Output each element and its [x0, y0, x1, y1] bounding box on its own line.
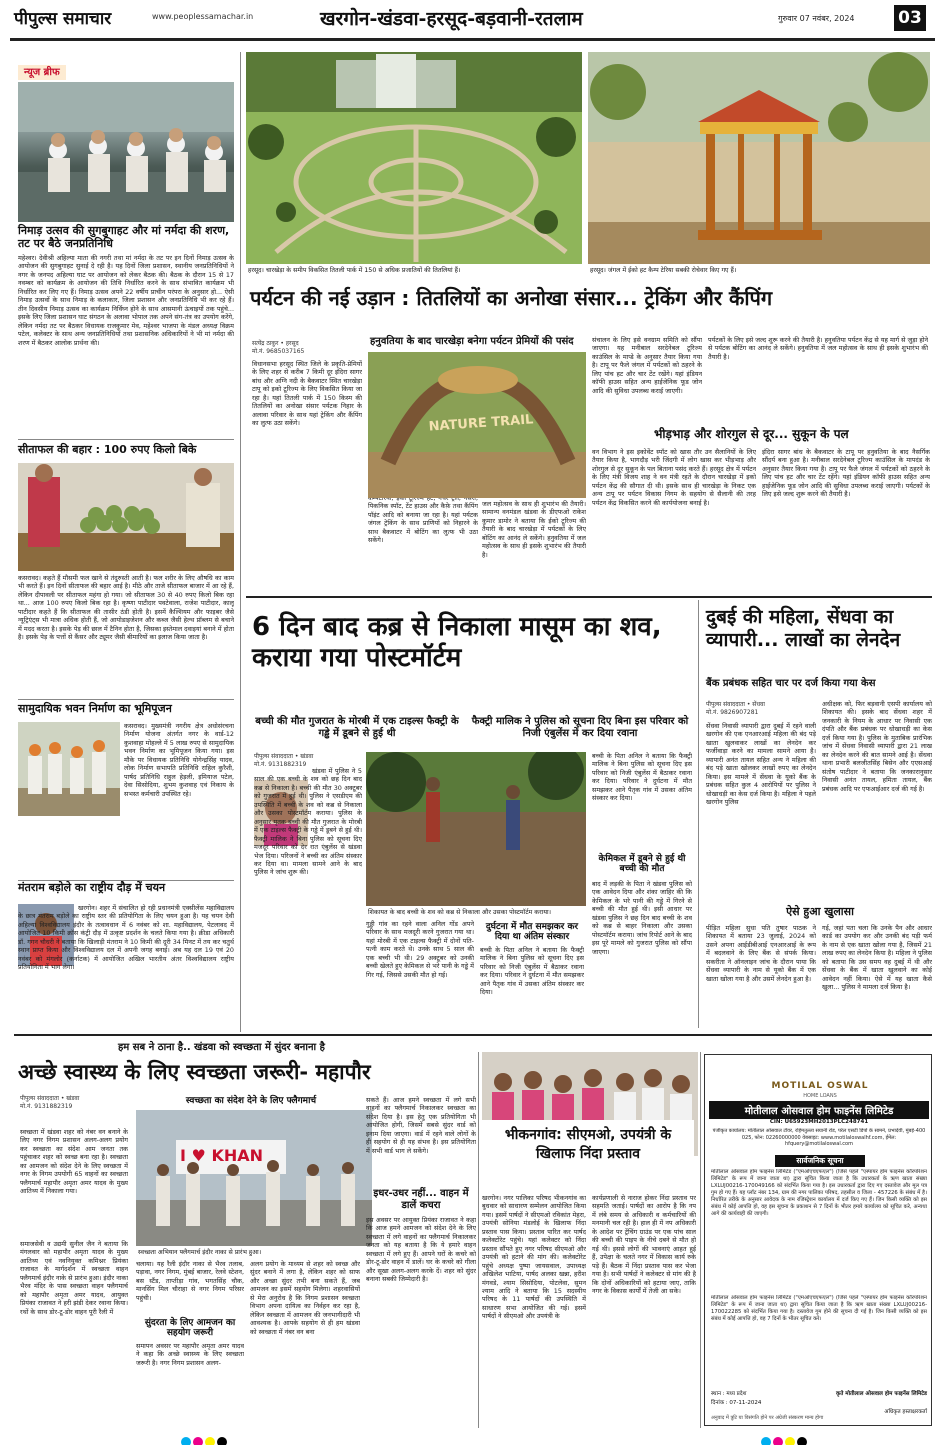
tourism-caption-1: हरसूद। चारखेड़ा के समीप विकसित तितली पार्क में 150 से अधिक प्रजातियों की तितलियां हैं। — [246, 264, 582, 275]
clean-col-3: अलग प्रयोग के माध्यम से शहर को स्वच्छ और सुंदर बनाने में लगा है, लेकिन शहर को साफ और अच्छा सुंदर तभी बना सकते हैं, जब आमजन का इसमें सहयोग मिलेगा। शहरवासियों से मेरा अनुरोध है कि निगम प्रशासन स्वच्छता विभाग अपना दायित्व का निर्वहन कर रहा है, लेकिन स्वच्छता में आमजन की जनभागीदारी भी आवश्यक है। आपके सहयोग से ही हम खंडवा को स्वच्छता में नंबर वन बना — [250, 1260, 360, 1336]
nimad-photo — [18, 82, 234, 222]
tourism-col-4: संचालन के लिए इसे वनग्राम समिति को सौंपा जाएगा। यह मनीबाल सरदेनेबल टूरिज्म काउंसिल के माप्डे के अनुसार तैयार किया गया है। टापू पर फैले जंगल में पर्यटकों को ठहरने के लिए पांच हट और चार टेंट रखेंगे। यहां इंडियन कॉफी हाउस सहित अन्य हाईजेनिक फूड जोन आदि की सुविधा उपलब्ध कराई जाएगी। — [592, 336, 702, 395]
clean-byline: पीपुल्स संवाददाता • खंडवा मो.नं. 9131882319 — [20, 1095, 80, 1110]
exhume-body-3: बच्ची के पिता अनिल ने बताया कि फैक्ट्री मालिक ने बिना पुलिस को सूचना दिए इस परिवार को निजी एंबुलेंस में बैठाकर रवाना कर दिया। परिवार ने दुर्घटना में मौत समझकर आने पैतृक गांव में उसका अंतिम संस्कार कर दिया। — [480, 946, 584, 997]
tourism-caption-2: हरसूद। जंगल में ईको हट कैम्प टेरिया सबकी रोचेवार किए गए हैं। — [588, 264, 930, 275]
notice-note: अनुवाद में त्रुटि या विसंगति होने पर अंग्रेजी संस्करण मान्य होगा — [711, 1415, 824, 1421]
dubai-byline: पीपुल्स संवाददाता • सेंधवा मो.नं. 9826907281 — [706, 701, 765, 716]
eco-hut-photo — [588, 52, 930, 272]
notice-body: मोतीलाल ओसवाल होम फाइनेंस लिमिटेड ("एमओएचएफएल") (जिसे पहले "एस्पायर होम फाइनेंस कॉरपोरेशन लिमिटेड" के रूप में जाना जाता था) द्वारा सूचित किया जाता है कि उधारकर्ता के ऋण खाता संख्या LXLUJ00216-170049166 को संदर्भित किया गया है। इस उधारकर्ता द्वारा दिए गए दस्तावेज और मूल पत्र गुम हो गए हैं। यह प्लॉट नंबर 134, ग्राम की नगर पालिका परिषद, तहसील व जिला - 457226 के संबंध में है। निर्धारित तरीके के अनुसार आवेदक के नाम रजिस्ट्रेशन कार्यालय में दर्ज किए गए हैं। जिन किसी व्यक्ति को इस संबंध में कोई आपत्ति हो, वह इस सूचना के प्रकाशन से 7 दिनों के भीतर हमारे कार्यालय को सूचित करे, अन्यथा आगे की कार्यवाही की जाएगी। — [711, 1169, 927, 1217]
clean-col-4-sub: इधर-उधर नहीं... वाहन में डालें कचरा — [373, 1188, 469, 1211]
flag-march-photo — [136, 1110, 372, 1246]
site-url: www.peoplessamachar.in — [152, 12, 254, 21]
tourism-headline: पर्यटन की नई उड़ान : तितलियों का अनोखा संसार... ट्रेकिंग और कैंपिंग — [250, 286, 773, 310]
issue-date: गुरुवार 07 नवंबर, 2024 — [778, 14, 855, 23]
dubai-headline: दुबई की महिला, सेंधवा का व्यापारी... लाखों का लेनदेन — [706, 606, 901, 651]
tourism-col-5: पर्यटकों के लिए इसे जल्द शुरू करने की तैयारी है। हनुवतिया पर्यटन केंद्र से यह मार्ग से जुड़ा होने से पर्यटक बोटिंग का आनंद ले सकेंगे। हनुवतिया में जल महोत्सव के साथ ही इसके शुभारंभ की तैयारी है। — [708, 336, 928, 361]
dubai-body-2: अधीक्षक को, फिर बड़वानी एसपी कार्यालय को शिकायत की। इसके बाद सेंधवा शहर में जनकारी के नियम के आधार पर निवासी एक दंपति और बैंक प्रबंधक पर धोखाधड़ी का केस दर्ज किया गया है। पुलिस के मुताबिक प्रारंभिक जांच में सेंधवा निवासी व्यापारी द्वारा 21 लाख का लेनदेन करने की बात सामने आई है। सेंधवा थाना प्रभारी बलजीतसिंह बिसेन और एएसआई संतोष पाटीदार ने बताया कि जनकारानुसार निवासी अनंत तायल, हमिता तायल, बैंक प्रबंधक आदि पर एफआईआर दर्ज की गई है। — [822, 700, 932, 793]
nimda-body-1: खरगोन। नगर पालिका परिषद भीकनगांव का बुधवार को साधारण सम्मेलन आयोजित किया गया। इसमें पार्षदों ने सीएमओ रविकांत मेहरा, उपयंत्री सोनिया मंडलोई के खिलाफ निंदा प्रस्ताव पास किया। प्रस्ताव पारित कर पार्षद कलेक्टोरेट पहुंचे। यहां कलेक्टर को निंदा प्रस्ताव सौंपते हुए नगर परिषद सीएमओ और उपयंत्री को हटाने की मांग की। कलेक्टोरेट पहुंचे अध्यक्ष पुष्पा जायसवाल, उपाध्यक्ष अखिलेश भाटिया, पार्षद अलका खन्ना, हरीश मंगवडे, श्याम सिसोदिया, पोटलेवा, सुमन श्याम आदि ने बताया कि 15 सदस्यीय परिषद के 11 पार्षदों की उपस्थिति में साधारण सभा आयोजित की गई। इसमें पार्षदों ने सीएमओ और उपयंत्री के — [482, 1194, 586, 1321]
yellow-mark — [205, 1437, 215, 1445]
notice-date: दिनांक : 07-11-2024 — [711, 1400, 762, 1406]
notice-sign-2: अधिकृत हस्ताक्षरकर्ता — [884, 1409, 927, 1415]
nimda-body-2: कार्यप्रणाली से नाराज होकर निंदा प्रस्ताव पर सहमति जताई। पार्षदों का आरोप है कि नप में लंबे समय से अधिकारी व कर्मचारियों की मनमानी चल रही है। हाल ही में नप अधिकारी के आदेश पर ट्रेंचिंग ग्राउंड पर एक पांच साल की बच्ची की पाइप के नीचे दबने से मौत हो गई थी। इससे लोगों की भावनाएं आहत हुई हैं, उपेक्षा के चलते नगर में विकास कार्य रुके पड़े हैं। बैठक में निंदा प्रस्ताव पास कर भेजा गया है। सभी पार्षदों ने कलेक्टर से मांग की है कि दोनों अधिकारियों को हटाया जाए, ताकि नगर के विकास कार्यों में तेजी आ सके। — [592, 1194, 696, 1295]
notice-heading: सार्वजनिक सूचना — [775, 1155, 865, 1167]
grave-photo — [366, 752, 586, 910]
notice-sign: कृते मोतीलाल ओसवाल होम फाइनेंस लिमिटेड — [836, 1391, 927, 1397]
tourism-col-2: पिकनिक स्पॉट, टेंट हाउस और कैफ़े तथा कैंपिंग पॉइंट आदि को बनाया जा रहा है। यहां पर्यटक जंगल ट्रेकिंग के साथ प्राणियों को निहारने के साथ बैकवाटर में बोटिंग का लुत्फ भी उठा सकेंगे। — [368, 502, 478, 545]
exhume-body-2: गुड्डी गांव का रहने वाला अनिल गोंड अपने परिवार के साथ मजदूरी करने गुजरात गया था। यहां मोरबी में एक टाइल्स फैक्ट्री में दोनों पति-पत्नी काम करते थे। उनके साथ 5 साल की एक बच्ची भी थी। 29 अक्टूबर को उनकी बच्ची खेलते हुए केमिकल से भरे पानी के गड्ढे में गिर गई, जिससे उसकी मौत हो गई। — [366, 920, 474, 979]
brief-3-title: सामुदायिक भवन निर्माण का भूमिपूजन — [18, 702, 172, 715]
exhume-sub-1: बच्ची की मौत गुजरात के मोरबी में एक टाइल्स फैक्ट्री के गड्ढे में डूबने से हुई थी — [255, 716, 459, 739]
regions-title: खरगोन-खंडवा-हरसूद-बड़वानी-रतलाम — [320, 8, 583, 30]
public-notice — [704, 1054, 932, 1426]
magenta-mark — [773, 1437, 783, 1445]
color-registration-marks-left — [180, 1432, 228, 1445]
brief-label: न्यूज ब्रीफ — [18, 65, 66, 80]
dubai-body-4: गई, जहां पता चला कि उनके पैन और आधार कार्ड का उपयोग कर और उनकी बंद पड़ी फर्म के नाम से एक खाता खोला गया है, जिसमें 21 लाख रुपए का लेनदेन किया है। महिला ने पुलिस को बताया कि उस समय वह दुबई में थी और सेंधवा के बैंक में खाता खुलवाने का कोई आवेदन नहीं किया। ऐसे में यह खाता कैसे खुला... पुलिस ने मामला दर्ज किया है। — [822, 924, 932, 992]
bhoomipujan-photo — [18, 722, 120, 816]
butterfly-park-photo — [246, 52, 582, 272]
tourism-subhead: हनुवतिया के बाद चारखेड़ा बनेगा पर्यटन प्रेमियों की पसंद — [370, 336, 574, 347]
custard-apple-photo — [18, 463, 234, 571]
clean-caption: स्वच्छता अभियान फ्लैगमार्च इंदौर नाका से प्रारंभ हुआ। — [136, 1246, 372, 1257]
black-mark — [217, 1437, 227, 1445]
masthead — [0, 0, 945, 44]
black-mark — [797, 1437, 807, 1445]
dubai-body-1: सेंधवा निवासी व्यापारी द्वारा दुबई में रहने वाली खरगोन की एक एनआरआई महिला की बंद पड़े खाता खुलवाकर लाखों का लेनदेन कर फर्जीवाड़ा करने का मामला सामने आया है। व्यापारी अनंत तायल सहित अन्य ने महिला की बंद पड़े खाता खोलकर लाखों रुपए का लेनदेन किया। इस मामले में सेंधवा के यूको बैंक के प्रबंधक सहित कुल 4 आरोपियों पर पुलिस ने धोखाधड़ी का केस दर्ज किया है। महिला ने पहले खरगोन पुलिस — [706, 722, 816, 807]
tourism-byline: सत्येंद्र ठाकुर • हरसूद मो.नं. 9685037165 — [252, 340, 305, 355]
page-number: 03 — [894, 5, 926, 31]
notice-address: पंजीकृत कार्यालय: मोतीलाल ओसवाल टॉवर, रहिमतुल्ला सयानी रोड, परेल एसटी डिपो के सामने, प्रभादेवी, मुंबई-400 025, फोन: 02260000000 वेबसाइट: www.motilaloswalhf.com, ईमेल: hfquery@motilaloswal.com — [712, 1128, 926, 1148]
tourism-col-3: जल महोत्सव के साथ ही शुभारंभ की तैयारी। सामान्य वनमंडल खंडवा के डीएफओ राकेश कुमार डामोर ने बताया कि ईको टूरिज्म की तैयारी के बाद चारखेड़ा में पर्यटकों के लिए बोटिंग का आनंद ले सकेंगे। हनुवतिया में जल महोत्सव के साथ ही इसके शुभारंभ की तैयारी है। — [482, 500, 586, 559]
brief-2-title: सीताफल की बहार : 100 रुपए किलो बिके — [18, 443, 197, 456]
notice-title: मोतीलाल ओसवाल होम फाइनेंस लिमिटेड — [709, 1101, 929, 1119]
khandwa-banner: I ♥ KHAN — [180, 1146, 263, 1165]
nature-trail-photo — [368, 352, 586, 498]
exhume-body-4: बाद में लड़की के पिता ने खंडवा पुलिस को एक आवेदन दिया और शंका जाहिर की कि केमिकल के भरे पानी की गड्ढे में गिरने से बच्ची की मौत हुई थी। इसी आधार पर खंडवा पुलिस ने छह दिन बाद बच्ची के शव को कब्र से बाहर निकाला और उसका पोस्टमॉर्टम कराया। जांच रिपोर्ट आने के बाद इस पूरे मामले को गुजरात पुलिस को सौंपा जाएगा। — [592, 880, 692, 956]
dubai-sub: बैंक प्रबंधक सहित चार पर दर्ज किया गया केस — [706, 678, 876, 689]
brief-1-body: महेश्वर। देवीश्री अहिल्या माता की नगरी तथा मां नर्मदा के तट पर इन दिनों निमाड़ उत्सव के आयोजन की सुगबुगाहट सुनाई दे रही है। यह दिनों जिला प्रशासन, स्थानीय जनप्रतिनिधियों ने नगर के जनपद अहिल्या घाट पर आयोजन को लेकर बैठक की। बैठक के दौरान 15 से 17 नवम्बर को कार्यक्रम के आयोजन की तिथि निर्धारित करने के साथ संभावित कार्यक्रम भी निर्धारित कर लिए गए हैं। निमाड़ उत्सव अपने 22 वर्षीय प्राचीन परंपरा के अनुसार हो... ऐसी निमाड़ उत्सवों के साथ निमाड़ के कलाकार, जिला प्रशासन और जनप्रतिनिधि भी कर रहे हैं। तीन दिवसीय निमाड़ उत्सव का कार्यक्रम निर्विघ्न होने के साथ आसमानी ऊंचाइयों तक पहुंचे... इसके लिए जिला प्रशासन घाट संगठन के अलावा भोपाल तक अपने संग-तंत्र का उपयोग करेंगे, लेकिन नर्मदा तट पर बैठकर विधायक राजकुमार मेव, महेश्वर भाजपा के मंडल अध्यक्ष विक्रम पटेल, कलेक्टर के साथ अन्य जनप्रतिनिधियों तथा प्रशासनिक अधिकारियों ने भी मां नर्मदा की शरण में बैठकर आलोक प्रार्थना की। — [18, 254, 234, 347]
exhume-body-3b: बच्ची के पिता अनिल ने बताया कि फैक्ट्री मालिक ने बिना पुलिस को सूचना दिए इस परिवार को निजी एंबुलेंस में बैठाकर रवाना कर दिया। परिवार ने दुर्घटना में मौत समझकर आने पैतृक गांव में उसका अंतिम संस्कार कर दिया। — [592, 752, 692, 803]
tourism-box-head: भीड़भाड़ और शोरगुल से दूर... सुकून के पल — [654, 427, 849, 441]
nature-trail-sign: NATURE TRAIL — [428, 412, 534, 435]
nimda-headline-box — [482, 1120, 694, 1190]
notice-brand: MOTILAL OSWAL — [771, 1081, 869, 1091]
exhume-sub-2: फैक्ट्री मालिक ने पुलिस को सूचना दिए बिना इस परिवार को निजी एंबुलेंस में कर दिया रवाना — [471, 716, 689, 739]
news-brief-column — [18, 60, 234, 79]
clean-col-2-sub: सुंदरता के लिए आमजन का सहयोग जरूरी — [144, 1318, 236, 1339]
nimda-headline: भीकनगांव: सीएमओ, उपयंत्री के खिलाफ निंदा प्रस्ताव — [504, 1127, 672, 1162]
exhume-body-1: खंडवा में पुलिस ने 5 साल की एक बच्ची के शव को छह दिन बाद कब्र से निकाला है। बच्ची की मौत 30 अक्टूबर को गुजरात में हुई थी। पुलिस ने एसडीएम की उपस्थिति में बच्ची के शव को कब्र से निकाला और उसका पोस्टमॉर्टम कराया। पुलिस के अनुसार मृतक बच्ची की मौत गुजरात के मोरबी में एक टाइल्स फैक्ट्री के गड्ढे में डूबने से हुई थी। फैक्ट्री मालिक ने बिना पुलिस को सूचना दिए मजदूर परिवार को देर रात एंबुलेंस से खंडवा भेज दिया। परिजनों ने बच्ची का अंतिम संस्कार कर दिया था। मामला सामने आने के बाद पुलिस ने जांच शुरू की। — [254, 767, 362, 877]
brand-logo: पीपुल्स समाचार — [14, 9, 112, 29]
notice-brand-sub: HOME LOANS — [803, 1093, 837, 1099]
brief-4-body: खरगोन। शहर में संचालित हो रही प्रधानमंत्री एक्सीलेंस महाविद्यालय के छात्र मंतराम बड़ोले का राष्ट्रीय स्तर की प्रतियोगिता के लिए चयन हुआ है। यह चयन देवी अहिल्या विश्वविद्यालय इंदौर के तत्वावधान में 6 नवंबर को शा. महाविद्यालय, पेटलावद में आयोजित 10 किमी क्रॉस कंट्री दौड़ में उत्कृष्ट प्रदर्शन के चलते किया गया है। क्रीडा अधिकारी डॉ. गगन चौधरी ने बताया कि खिलाड़ी मंतराम ने 10 किमी की दूरी 34 मिनट में तय कर चतुर्थ स्थान प्राप्त किया और विश्वविद्यालय दल में अपनी जगह बनाई। अब यह दल 19 एवं 20 नवंबर को मंगलोर (कर्नाटक) में आयोजित अखिल भारतीय अंतर विश्वविद्यालय राष्ट्रीय प्रतियोगिता में भाग लेगा। — [18, 904, 234, 972]
brief-4-title: मंतराम बड़ोले का राष्ट्रीय दौड़ में चयन — [18, 881, 166, 894]
dubai-body-3: पीड़ित महिला सुधा पति तुषार पाठक ने शिकायत में बताया 23 जुलाई, 2024 को उसने अपना आईडीबीआई एनआरआई के रूप में बदलवाने के लिए बैंक से संपर्क किया। सकरीता ने ऑनलाइन जांच के दौरान पाया कि सेंधवा व्यापारी के नाम से यूको बैंक में एक खाता खोला गया है और उसमें लेनदेन हुआ है। — [706, 924, 816, 983]
clean-col-1b: समाजसेवी व उद्यमी सुनील जैन ने बताया कि मंगलवार को महापौर अमृता यादव के मुख्य आतिथ्य एवं नवनियुक्त कमिश्नर प्रियंका राजावत के मार्गदर्शन में स्वच्छता वाहन फ्लैगमार्च इंदौर नाके से प्रारंभ हुआ। इंदौर नाका भैरव मंदिर के पास स्वच्छता वाहन फ्लैगमार्च को महापौर अमृता अमर यादव, आयुक्त प्रियंका राजावत ने हरी झंडी देकर रवाना किया। रथों के साथ डोर-टू-डोर वाहन पूरी रैली में — [20, 1240, 128, 1316]
exhume-sub-4: केमिकल में डूबने से हुई थी बच्ची की मौत — [598, 854, 686, 875]
yellow-mark — [785, 1437, 795, 1445]
magenta-mark — [193, 1437, 203, 1445]
cyan-mark — [761, 1437, 771, 1445]
notice-body-2: मोतीलाल ओसवाल होम फाइनेंस लिमिटेड ("एमओएचएफएल") (जिसे पहले "एस्पायर होम फाइनेंस कॉरपोरेशन लिमिटेड" के रूप में जाना जाता था) द्वारा सूचित किया जाता है कि ऋण खाता संख्या LXLUJ00216-170022285 को संदर्भित किया गया है। दस्तावेज गुम होने की सूचना दी गई है। जिन किसी व्यक्ति को इस संबंध में कोई आपत्ति हो, वह 7 दिनों के भीतर सूचित करे। — [711, 1295, 927, 1322]
clean-photo-head: स्वच्छता का संदेश देने के लिए फ्लैगमार्च — [185, 1096, 317, 1106]
brief-2-body: कसरावद। कहते हैं मौसमी फल खाने से तंदुरुस्ती आती है। फल शरीर के लिए औषधि का काम भी करते हैं। इन दिनों सीताफल की बहार आई है। मीठे और ताजे सीताफल बाजार में आ रहे हैं, लेकिन दीपावली पर सीताफल महंगा हो गया। जो सीताफल 30 से 40 रुपए किलो बिक रहा था... आज 100 रुपए किलो बिक रहा है। कृष्णा पाटीदार पवटेवाला, राजेश पाटीदार, कालू पाटीदार कहते हैं कि सीताफल की तासीर ठंडी होती है। इसमें कैल्शियम और फाइबर जैसे न्यूट्रिएंट्स भी मात्रा अधिक होती हैं, जो आयोडाइजेशन और कब्ज जैसी हेल्थ प्रॉब्लम से बचाने में मदद करता है। इसके पेड़ की छाल में टैनिन होता है, जिसका इस्तेमाल दवाइयां बनाने में होता है। इसके पेड़ के पत्तों से कैंसर और ट्यूमर जैसी बीमारियों का इलाज किया जाता है। — [18, 574, 234, 642]
brief-3-body: कसरावद। मुख्यमंत्री नगरीय क्षेत्र अधोसंरचना निर्माण योजना अंतर्गत नगर के वार्ड-12 कुशवाहा मोहल्ले में 5 लाख रुपए से सामुदायिक भवन निर्माण का भूमिपूजन किया गया। इस मौके पर विधायक प्रतिनिधि योगेन्द्रसिंह यादव, लोक निर्माण सभापति प्रतिनिधि राहिल कुरैशी, पार्षद प्रतिनिधि राहुल हेड़ली, इमियाज पटेल, देवा सिसोदिया, शुभम कुशवाह एवं निकाय के सभस्त कर्मचारी उपस्थित रहे। — [124, 722, 234, 798]
brief-1-title: निमाड़ उत्सव की सुगबुगाहट और मां नर्मदा की शरण, तट पर बैठे जनप्रतिनिधि — [18, 224, 230, 250]
exhume-headline: 6 दिन बाद कब्र से निकाला मासूम का शव, कराया गया पोस्टमॉर्टम — [252, 612, 662, 674]
exhume-byline: पीपुल्स संवाददाता • खंडवा मो.नं. 9131882319 — [254, 753, 314, 768]
color-registration-marks-right — [760, 1432, 808, 1445]
clean-kicker: हम सब ने ठाना है.. खंडवा को स्वच्छता में सुंदर बनाना है — [118, 1042, 325, 1053]
notice-cin: CIN: U65923MH2013PLC248741 — [769, 1119, 869, 1125]
clean-col-2b: समापन अवसर पर महापौर अमृता अमर यादव ने कहा कि अच्छे स्वास्थ्य के लिए स्वच्छता जरूरी है। नगर निगम प्रशासन अलग- — [136, 1342, 244, 1367]
clean-headline: अच्छे स्वास्थ्य के लिए स्वच्छता जरूरी- महापौर — [18, 1060, 371, 1084]
exhume-sub-3: दुर्घटना में मौत समझकर कर दिया था अंतिम संस्कार — [485, 922, 579, 943]
clean-col-2: चलाया। यह रैली इंदौर नाका से भैरव तलाब, पड़ावा, नगर निगम, मुंबई बाजार, रेलवे स्टेशन, बस स्टैंड, ताप्तीड़ा गांव, भगतसिंह चौक, मानसिंग मिल चौराहा से नगर निगम परिसर पहुंची। — [136, 1260, 244, 1302]
tourism-col-1: विधानसभा हरसूद स्थित जिले के प्रकृति-प्रेमियों के लिए शहर से करीब 7 किमी दूर इंदिरा सागर बांध और अग्नि नदी के बैकवाटर स्थित चारखेड़ा टापू को इको टूरिज्म के लिए विकसित किया जा रहा है। यहां तितली पार्क में 150 किस्म की तितलियों का अनोखा संसार पर्यटक निहार के अलावा परिवार के साथ यहां ट्रेकिंग और कैंपिंग का लुत्फ उठा सकेंगे। — [252, 360, 362, 428]
tourism-box-2: इंदिरा सागर बांध के बैकवाटर के टापू पर हनुवतिया के बाद नैसर्गिक सौंदर्य बना हुआ है। मनीबाल सरदेनेबल टूरिज्म काउंसिल के मापदंड के अनुसार तैयार किया गया है। टापू पर फैले जंगल में पर्यटकों को ठहरने के लिए पांच हट और चार टेंट रहेंगे। यहां इंडियन कॉफी हाउस सहित अन्य हाईजेनिक फूड जोन आदि की सुविधा उपलब्ध कराई जाएगी। पर्यटकों के लिए इसे जल्द शुरू करने की तैयारी है। — [762, 448, 930, 499]
tourism-box-1: वन विभाग ने इस इकोवेंट स्पॉट को खास तौर उन सैलानियों के लिए तैयार किया है, भागदौड़ भरी जिंदगी में लोग खास कर भीड़भाड़ और शोरगुल से दूर सुकून के पल बिताना पसंद करते हैं। हरसूद क्षेत्र में पर्यटन के लिए मंत्री विजय शाह ने वन मंत्री रहते के दौरान चारखेड़ा में इको पर्यटन केंद्र की सौगात दी थी। इसके साथ ही चारखेड़ा के निकट एक अन्य टापू पर पर्यटन विकास निगम के सहयोग से सैलानी की तरह पर्यटन केंद्र विकसित करने की कार्ययोजना बनाई है। — [592, 448, 756, 507]
clean-col-1: स्वच्छता में खंडवा शहर को नंबर वन बनाने के लिए नगर निगम प्रशासन अलग-अलग प्रयोग कर स्वच्छता का संदेश आम जनता तक पहुंचाकर शहर को स्वच्छ बना रहा है। स्वच्छता का आमजन को संदेश देने के लिए स्वच्छता में नगर के निगम उपयोगी 65 वाहनों का स्वच्छता फ्लैगमार्च महापौर अमृता अमर यादव के मुख्य आतिथ्य में निकाला गया। — [20, 1128, 128, 1196]
exhume-caption: शिकायत के बाद बच्ची के शव को कब्र से निकाला और उसका पोस्टमॉर्टम कराया। — [366, 906, 586, 917]
cyan-mark — [181, 1437, 191, 1445]
dubai-sub-2: ऐसे हुआ खुलासा — [786, 905, 854, 918]
notice-place: स्थान : मध्य प्रदेश — [711, 1391, 747, 1397]
clean-col-4b: इस अवसर पर आयुक्त प्रियंका राजावत ने कहा कि आज हमने आमजन को संदेश देने के लिए स्वच्छता में लगे वाहनों का फ्लैगमार्च निकालकर जनता को यह बताया है कि ये हमारे वाहन स्वच्छता में लगे हुए हैं। आपने घरों के कचरे को डोर-टू-डोर वाहन में डालें। घर के कचरे को गीला और सूखा अलग-अलग करके दें। शहर को सुंदर बनाना सबकी जिम्मेदारी है। — [366, 1216, 476, 1284]
clean-col-4: सकते हैं। आज हमने स्वच्छता में लगे सभी वाहनों का फ्लैगमार्च निकालकर स्वच्छता का संदेश दिया है। इस हेतु एक प्रतियोगिता भी आयोजित होगी, जिसमें सबसे सुंदर वार्ड को इनाम दिया जाएगा। वार्ड में रहने वाले लोगों के ही सहयोग से ही यह संभव है। इस प्रतियोगिता में सभी वार्ड भाग ले सकेंगे। — [366, 1096, 476, 1155]
